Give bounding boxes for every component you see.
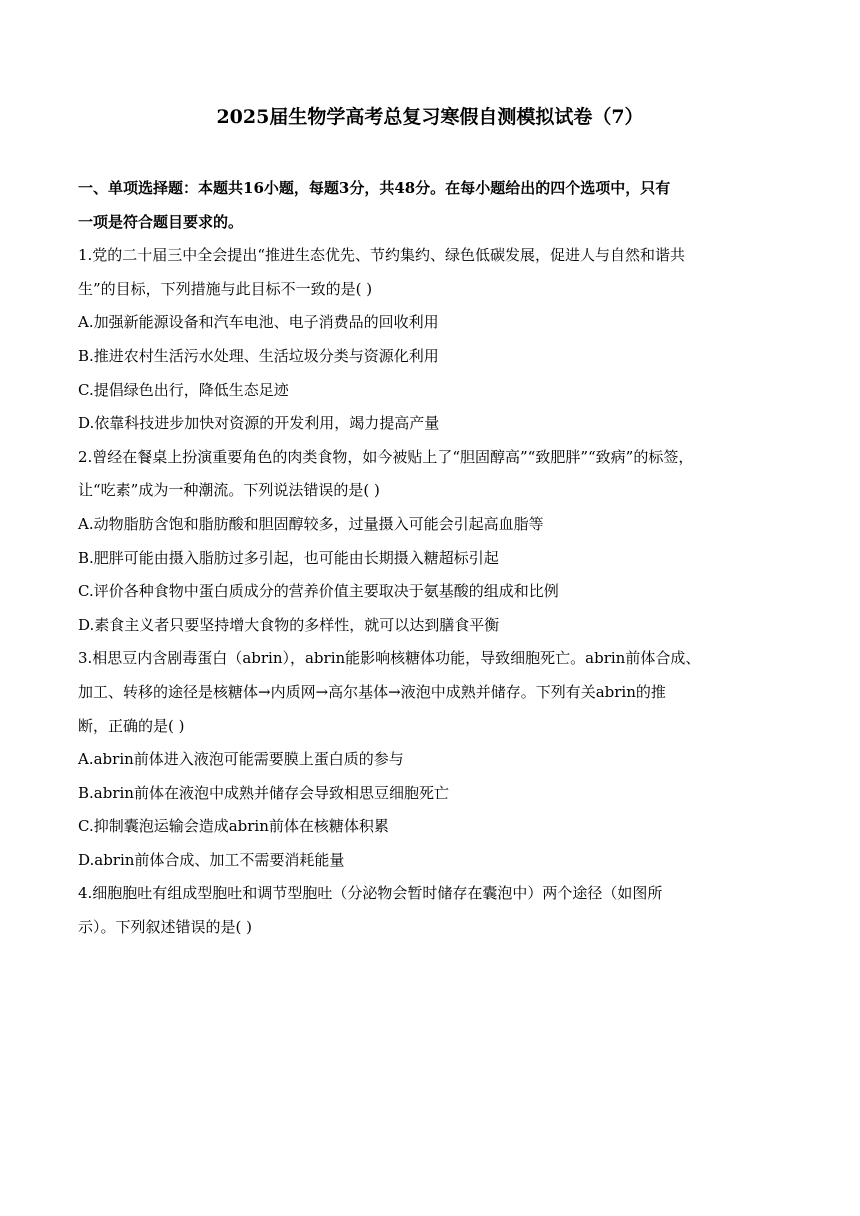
exam-content [78, 172, 790, 945]
option-c: C.抑制囊泡运输会造成abrin前体在核糖体积累 [78, 817, 389, 836]
option-a: A.abrin前体进入液泡可能需要膜上蛋白质的参与 [78, 750, 404, 769]
question-4 [78, 877, 790, 944]
question-stem-line: 3.相思豆内含剧毒蛋白（abrin），abrin能影响核糖体功能，导致细胞死亡。abrin前体合成、 [78, 649, 701, 668]
question-2 [78, 441, 790, 643]
option-d: D.abrin前体合成、加工不需要消耗能量 [78, 850, 345, 869]
option-b: B.肥胖可能由摄入脂肪过多引起，也可能由长期摄入糖超标引起 [78, 548, 499, 567]
question-stem-line: 断，正确的是( ) [78, 716, 185, 735]
option-b: B.abrin前体在液泡中成熟并储存会导致相思豆细胞死亡 [78, 783, 449, 802]
option-c: C.评价各种食物中蛋白质成分的营养价值主要取决于氨基酸的组成和比例 [78, 582, 559, 601]
option-d: D.素食主义者只要坚持增大食物的多样性，就可以达到膳食平衡 [78, 615, 500, 634]
option-d: D.依靠科技进步加快对资源的开发利用，竭力提高产量 [78, 414, 440, 433]
option-a: A.动物脂肪含饱和脂肪酸和胆固醇较多，过量摄入可能会引起高血脂等 [78, 514, 544, 533]
question-stem-line: 4.细胞胞吐有组成型胞吐和调节型胞吐（分泌物会暂时储存在囊泡中）两个途径（如图所 [78, 884, 663, 903]
option-c: C.提倡绿色出行，降低生态足迹 [78, 380, 289, 399]
option-b: B.推进农村生活污水处理、生活垃圾分类与资源化利用 [78, 346, 439, 365]
question-stem-line: 2.曾经在餐桌上扮演重要角色的肉类食物，如今被贴上了“胆固醇高”“致肥胖”“致病”的标签， [78, 447, 694, 466]
question-stem-line: 让“吃素”成为一种潮流。下列说法错误的是( ) [78, 481, 380, 500]
question-stem-line: 生”的目标，下列措施与此目标不一致的是( ) [78, 279, 373, 298]
section-heading-line-2: 一项是符合题目要求的。 [78, 212, 244, 231]
question-1 [78, 239, 790, 441]
question-3 [78, 642, 790, 877]
question-stem-line: 加工、转移的途径是核糖体→内质网→高尔基体→液泡中成熟并储存。下列有关abrin的推 [78, 682, 666, 701]
section-heading-line-1: 一、单项选择题：本题共16小题，每题3分，共48分。在每小题给出的四个选项中，只有 [78, 179, 671, 197]
option-a: A.加强新能源设备和汽车电池、电子消费品的回收利用 [78, 313, 439, 332]
question-stem-line: 1.党的二十届三中全会提出“推进生态优先、节约集约、绿色低碳发展，促进人与自然和谐共 [78, 246, 685, 265]
question-stem-line: 示）。下列叙述错误的是( ) [78, 918, 252, 937]
exam-title: 2025届生物学高考总复习寒假自测模拟试卷（7） [216, 106, 644, 128]
